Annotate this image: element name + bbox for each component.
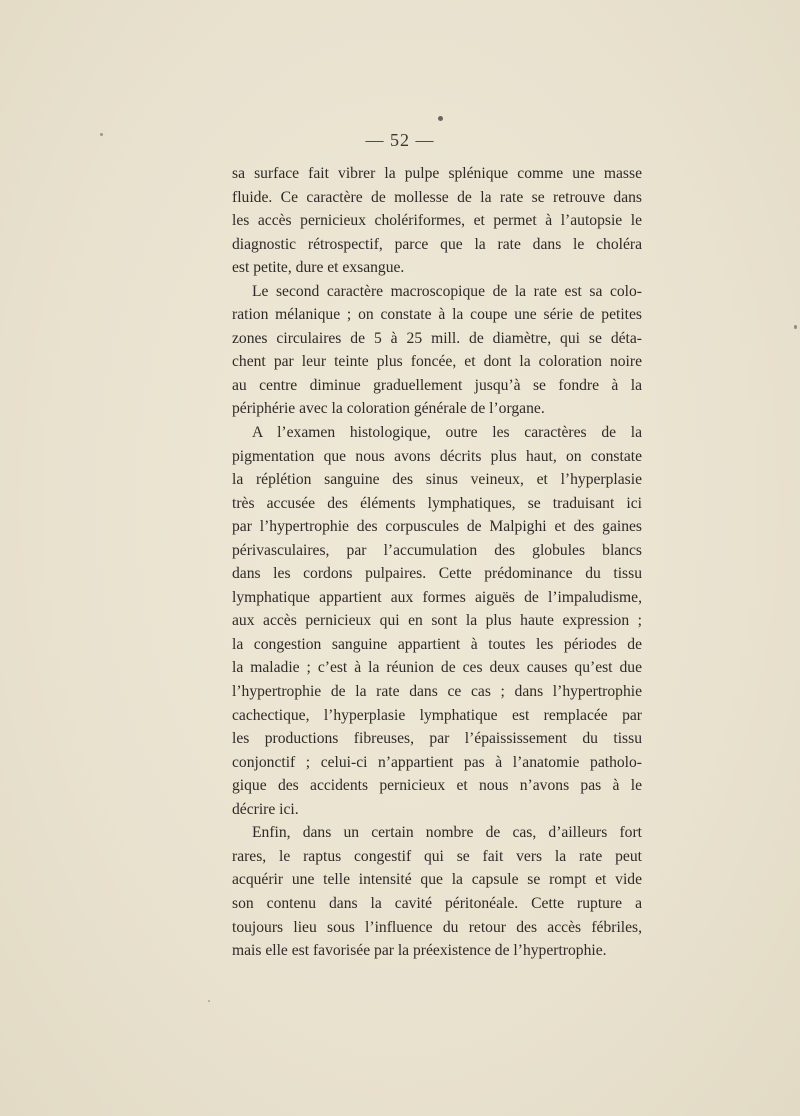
text-line: diagnostic rétrospectif, parce que la rate dans le choléra <box>232 235 642 253</box>
text-line: ration mélanique ; on constate à la coupe une série de petites <box>232 306 642 324</box>
paragraph <box>232 280 642 421</box>
text-line: pigmentation que nous avons décrits plus haut, on constate <box>232 447 642 465</box>
text-line: toujours lieu sous l’influence du retour des accès fébriles, <box>232 918 642 936</box>
text-line: gique des accidents pernicieux et nous n’avons pas à le <box>232 777 642 795</box>
text-line: sa surface fait vibrer la pulpe splénique comme une masse <box>232 165 642 182</box>
text-line: zones circulaires de 5 à 25 mill. de diamètre, qui se déta- <box>232 329 642 347</box>
page-number: — 52 — <box>365 130 435 150</box>
text-line: est petite, dure et exsangue. <box>232 259 405 277</box>
text-line: acquérir une telle intensité que la capsule se rompt et vide <box>232 871 642 889</box>
text-line: périphérie avec la coloration générale de l’organe. <box>232 400 545 418</box>
text-line: très accusée des éléments lymphatiques, se traduisant ici <box>232 494 642 512</box>
text-line: cachectique, l’hyperplasie lymphatique est remplacée par <box>232 706 642 724</box>
paper-speck <box>208 1000 210 1002</box>
text-line: Le second caractère macroscopique de la rate est sa colo- <box>252 282 642 300</box>
paragraph <box>232 821 642 962</box>
text-line: la congestion sanguine appartient à toutes les périodes de <box>232 635 642 653</box>
paragraph <box>232 162 642 280</box>
text-line: par l’hypertrophie des corpuscules de Malpighi et des gaines <box>232 518 642 536</box>
text-line: lymphatique appartient aux formes aiguës de l’impaludisme, <box>232 588 642 606</box>
text-line: dans les cordons pulpaires. Cette prédominance du tissu <box>232 565 642 583</box>
paragraph <box>232 421 642 821</box>
text-line: la maladie ; c’est à la réunion de ces deux causes qu’est due <box>232 659 642 677</box>
text-line: fluide. Ce caractère de mollesse de la rate se retrouve dans <box>232 188 642 206</box>
text-line: rares, le raptus congestif qui se fait vers la rate peut <box>232 847 642 865</box>
text-line: les accès pernicieux cholériformes, et permet à l’autopsie le <box>232 212 642 230</box>
text-line: au centre diminue graduellement jusqu’à se fondre à la <box>232 376 642 394</box>
paper-speck <box>438 116 443 121</box>
text-line: aux accès pernicieux qui en sont la plus haute expression ; <box>232 612 642 630</box>
text-line: conjonctif ; celui-ci n’appartient pas à l’anatomie patholo- <box>232 753 642 771</box>
text-line: chent par leur teinte plus foncée, et dont la coloration noire <box>232 353 642 371</box>
text-line: périvasculaires, par l’accumulation des globules blancs <box>232 541 642 559</box>
text-line: les productions fibreuses, par l’épaississement du tissu <box>232 730 642 748</box>
text-line: Enfin, dans un certain nombre de cas, d’ailleurs fort <box>252 824 642 842</box>
paper-speck <box>794 325 797 329</box>
text-line: son contenu dans la cavité péritonéale. Cette rupture a <box>232 894 642 912</box>
text-line: mais elle est favorisée par la préexistence de l’hypertrophie. <box>232 942 607 960</box>
text-line: A l’examen histologique, outre les caractères de la <box>252 424 642 442</box>
text-line: la réplétion sanguine des sinus veineux, et l’hyperplasie <box>232 471 642 489</box>
text-line: décrire ici. <box>232 800 299 818</box>
body-text <box>232 162 642 963</box>
text-line: l’hypertrophie de la rate dans ce cas ; dans l’hypertrophie <box>232 683 642 701</box>
